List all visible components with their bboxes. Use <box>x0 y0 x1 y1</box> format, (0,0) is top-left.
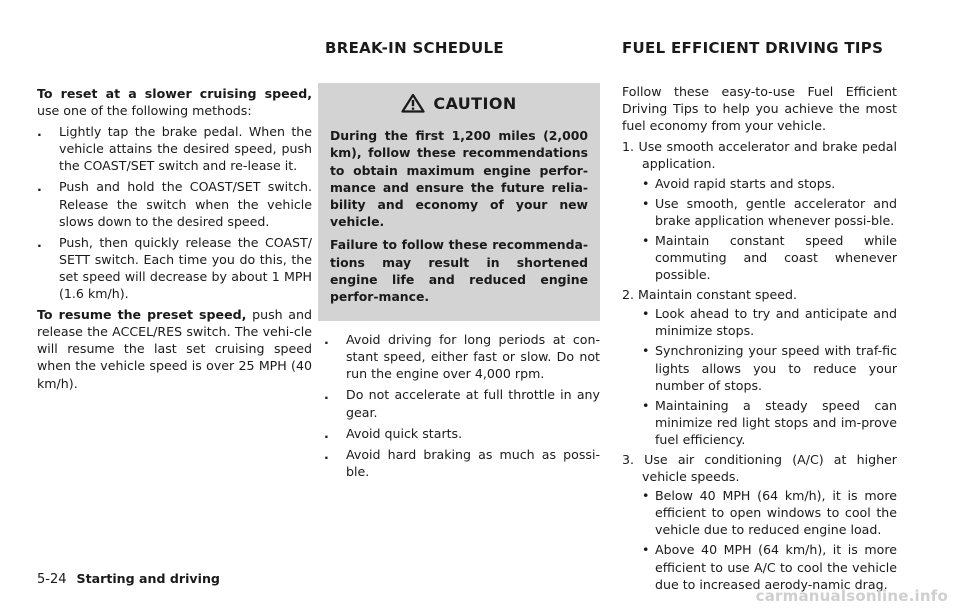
resume-preset-lead: To resume the preset speed, <box>37 307 247 323</box>
column-right <box>622 40 897 596</box>
bullet-icon: . <box>324 387 329 403</box>
sub-item-text: Look ahead to try and anticipate and minimize stops. <box>655 306 897 339</box>
sub-item-text: Synchronizing your speed with traf-fic lights allows you to reduce your number of stops. <box>655 343 897 393</box>
list-item-text: Do not accelerate at full throttle in any gear. <box>346 387 600 420</box>
list-item <box>37 123 312 174</box>
sub-item-text: Maintaining a steady speed can minimize red light stops and im-prove fuel efficiency. <box>655 397 897 447</box>
list-item-text: Push, then quickly release the COAST/ SETT switch. Each time you do this, the set speed will decrease by about 1 MPH (1.6 km/h). <box>59 234 312 302</box>
sub-list-item <box>622 232 897 283</box>
bullet-icon: . <box>324 425 329 441</box>
warning-triangle-icon <box>401 93 425 113</box>
list-item <box>622 138 897 283</box>
bullet-icon: • <box>642 397 650 413</box>
list-item-text: Avoid quick starts. <box>346 425 463 441</box>
list-item <box>37 178 312 229</box>
sub-item-text: Use smooth, gentle accelerator and brake application whenever possi-ble. <box>655 195 897 228</box>
chapter-title: Starting and driving <box>76 571 220 586</box>
resume-preset-text: push and release the ACCEL/RES switch. The vehi-cle will resume the last set cruising speed when the vehicle speed is over 25 MPH (40 km/h). <box>37 307 313 391</box>
bullet-icon: • <box>642 542 650 558</box>
sub-list-item <box>622 397 897 448</box>
caution-text: Failure to follow these recommenda-tions may result in shortened engine life and reduced engine perfor-mance. <box>330 237 588 304</box>
bullet-icon: . <box>324 332 329 348</box>
list-item-text: Avoid hard braking as much as possi-ble. <box>346 446 600 479</box>
sub-list-item <box>622 195 897 229</box>
caution-header <box>330 93 588 113</box>
sub-item-text: Below 40 MPH (64 km/h), it is more efficient to open windows to cool the vehicle due to reduced engine load. <box>655 488 897 538</box>
page-number: 5-24 <box>37 572 67 587</box>
list-item <box>622 451 897 593</box>
list-item <box>324 386 600 420</box>
bullet-icon: . <box>37 124 42 140</box>
section-heading-break-in: BREAK-IN SCHEDULE <box>325 39 504 57</box>
list-item-text: Push and hold the COAST/SET switch. Release the switch when the vehicle slows down to the desired speed. <box>59 179 312 229</box>
sub-list <box>622 305 897 448</box>
list-item-text: Lightly tap the brake pedal. When the vehicle attains the desired speed, push the COAST/SET switch and re-lease it. <box>59 124 312 174</box>
numbered-item-text: 3. Use air conditioning (A/C) at higher vehicle speeds. <box>622 451 897 485</box>
bullet-icon: • <box>642 343 650 359</box>
list-item <box>622 286 897 448</box>
list-item <box>37 234 312 302</box>
list-item <box>324 331 600 382</box>
caution-title: CAUTION <box>433 93 517 113</box>
caution-box <box>318 83 600 321</box>
reset-slower-paragraph <box>37 85 312 119</box>
list-item <box>324 425 600 442</box>
sub-list-item <box>622 342 897 393</box>
bullet-icon: • <box>642 232 650 248</box>
section-heading-fuel-tips: FUEL EFFICIENT DRIVING TIPS <box>622 39 884 57</box>
fuel-tips-list <box>622 138 897 592</box>
resume-preset-paragraph <box>37 306 312 391</box>
reset-slower-lead: To reset at a slower cruising speed, <box>37 86 312 101</box>
bullet-icon: • <box>642 306 650 322</box>
column-middle <box>318 40 600 484</box>
fuel-tips-intro: Follow these easy-to-use Fuel Efficient Driving Tips to help you achieve the most fuel economy from your vehicle. <box>622 84 897 134</box>
bullet-icon: • <box>642 195 650 211</box>
bullet-icon: . <box>37 234 42 250</box>
sub-list <box>622 175 897 284</box>
caution-text: During the first 1,200 miles (2,000 km), follow these recommendations to obtain maximum engine perfor-mance and ensure the future relia-bility and economy of your new vehicle. <box>330 128 588 230</box>
sub-list-item <box>622 175 897 192</box>
sub-item-text: Avoid rapid starts and stops. <box>655 175 836 191</box>
watermark: carmanualsonline.info <box>755 587 948 605</box>
list-item-text: Avoid driving for long periods at con-stant speed, either fast or slow. Do not run the engine over 4,000 rpm. <box>346 332 600 382</box>
bullet-icon: . <box>37 179 42 195</box>
reset-slower-text: use one of the following methods: <box>37 103 252 119</box>
break-in-list <box>324 331 600 480</box>
numbered-item-text: 2. Maintain constant speed. <box>622 287 798 303</box>
bullet-icon: . <box>324 446 329 462</box>
sub-list-item <box>622 305 897 339</box>
list-item <box>324 446 600 480</box>
sub-list <box>622 487 897 593</box>
numbered-item-text: 1. Use smooth accelerator and brake pedal application. <box>622 139 897 172</box>
reset-methods-list <box>37 123 312 302</box>
sub-list-item <box>622 487 897 538</box>
bullet-icon: • <box>642 488 650 504</box>
page-footer <box>37 571 220 587</box>
sub-item-text: Maintain constant speed while commuting and coast whenever possible. <box>655 232 897 283</box>
sub-list-item <box>622 541 897 592</box>
bullet-icon: • <box>642 175 650 191</box>
sub-item-text: Above 40 MPH (64 km/h), it is more efficient to use A/C to cool the vehicle due to increased aerody-namic drag. <box>655 542 897 592</box>
column-left <box>37 85 312 396</box>
